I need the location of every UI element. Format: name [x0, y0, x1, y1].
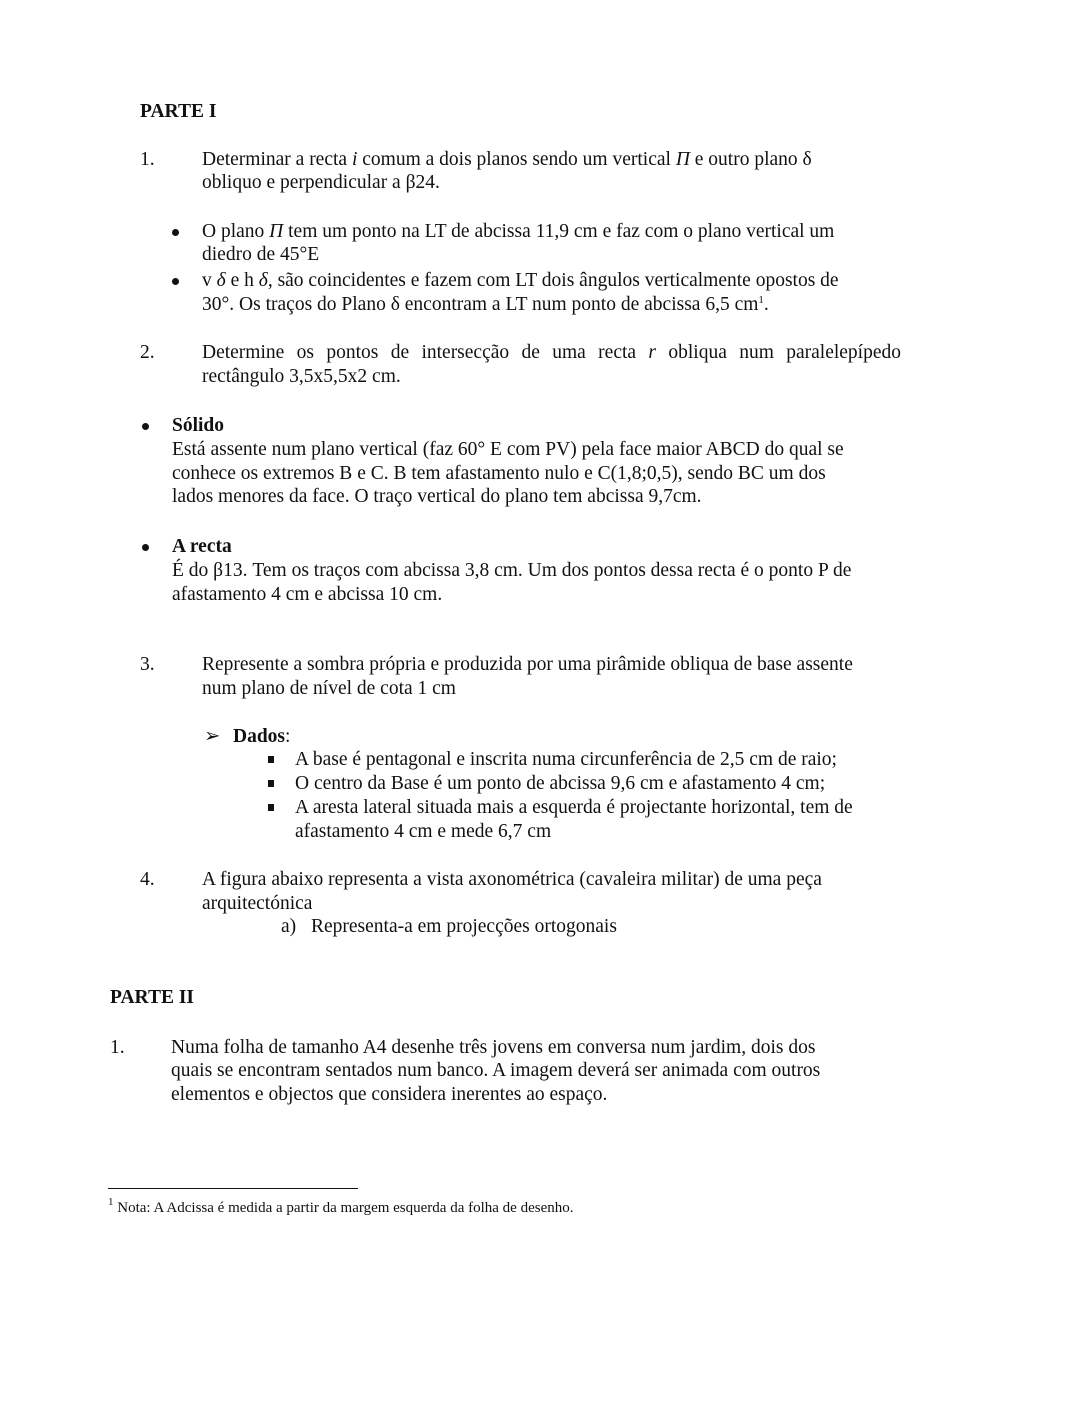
q3-line: Represente a sombra própria e produzida por uma pirâmide obliqua de base assente: [202, 654, 853, 675]
part2-heading: PARTE II: [110, 987, 195, 1008]
q1-number: 1.: [140, 149, 155, 170]
q2-line: Determine os pontos de intersecção de uma recta r obliqua num paralelepípedo: [202, 342, 902, 363]
dados-item: A aresta lateral situada mais a esquerda é projectante horizontal, tem de: [295, 797, 853, 818]
line-line: afastamento 4 cm e abcissa 10 cm.: [172, 584, 443, 605]
square-bullet-icon: [268, 756, 274, 763]
arrow-bullet-icon: ➢: [204, 726, 221, 747]
square-bullet-icon: [268, 780, 274, 787]
dados-item: A base é pentagonal e inscrita numa circunferência de 2,5 cm de raio;: [295, 749, 837, 770]
line-line: É do β13. Tem os traços com abcissa 3,8 cm. Um dos pontos dessa recta é o ponto P de: [172, 560, 852, 581]
q2-line: rectângulo 3,5x5,5x2 cm.: [202, 366, 401, 387]
p2-q1-line: quais se encontram sentados num banco. A imagem deverá ser animada com outros: [171, 1060, 821, 1081]
bullet-icon: [142, 423, 149, 430]
solid-line: conhece os extremos B e C. B tem afastamento nulo e C(1,8;0,5), sendo BC um dos: [172, 463, 826, 484]
footnote: $^1$ Nota: A Adcissa é medida a partir da margem esquerda da folha de desenho.: [108, 1196, 574, 1216]
dados-item-cont: afastamento 4 cm e mede 6,7 cm: [295, 821, 552, 842]
solid-title: Sólido: [172, 415, 225, 436]
q3-line: num plano de nível de cota 1 cm: [202, 678, 456, 699]
part1-heading: PARTE I: [140, 101, 217, 122]
bullet-icon: [172, 229, 179, 236]
q4-line: arquitectónica: [202, 893, 313, 914]
q4-line: A figura abaixo representa a vista axonométrica (cavaleira militar) de uma peça: [202, 869, 822, 890]
q4-sub-text: Representa-a em projecções ortogonais: [311, 916, 617, 937]
solid-line: lados menores da face. O traço vertical do plano tem abcissa 9,7cm.: [172, 486, 702, 507]
q1-bullet-1: O plano Π tem um ponto na LT de abcissa 11,9 cm e faz com o plano vertical um: [202, 221, 835, 242]
line-title: A recta: [172, 536, 232, 557]
q4-sub-label: a): [281, 916, 297, 937]
q2-number: 2.: [140, 342, 155, 363]
bullet-icon: [142, 544, 149, 551]
footnote-divider: [108, 1188, 358, 1189]
q3-number: 3.: [140, 654, 155, 675]
footnote-ref[interactable]: 1: [758, 294, 764, 306]
square-bullet-icon: [268, 804, 274, 811]
p2-q1-line: elementos e objectos que considera inerentes ao espaço.: [171, 1084, 608, 1105]
p2-q1-line: Numa folha de tamanho A4 desenhe três jovens em conversa num jardim, dois dos: [171, 1037, 816, 1058]
p2-q1-number: 1.: [110, 1037, 125, 1058]
q1-line: obliquo e perpendicular a β24.: [202, 172, 440, 193]
q1-bullet-1-cont: diedro de 45°E: [202, 244, 320, 265]
dados-item: O centro da Base é um ponto de abcissa 9,6 cm e afastamento 4 cm;: [295, 773, 826, 794]
dados-label: Dados:: [233, 726, 291, 747]
q4-number: 4.: [140, 869, 155, 890]
q1-bullet-2-cont: 30°. Os traços do Plano δ encontram a LT num ponto de abcissa 6,5 $cm^1$.: [202, 294, 769, 315]
bullet-icon: [172, 278, 179, 285]
solid-line: Está assente num plano vertical (faz 60° E com PV) pela face maior ABCD do qual se: [172, 439, 844, 460]
q1-bullet-2: v δ e h δ, são coincidentes e fazem com LT dois ângulos verticalmente opostos de: [202, 270, 839, 291]
q1-line: Determinar a recta i comum a dois planos sendo um vertical Π e outro plano δ: [202, 149, 812, 170]
